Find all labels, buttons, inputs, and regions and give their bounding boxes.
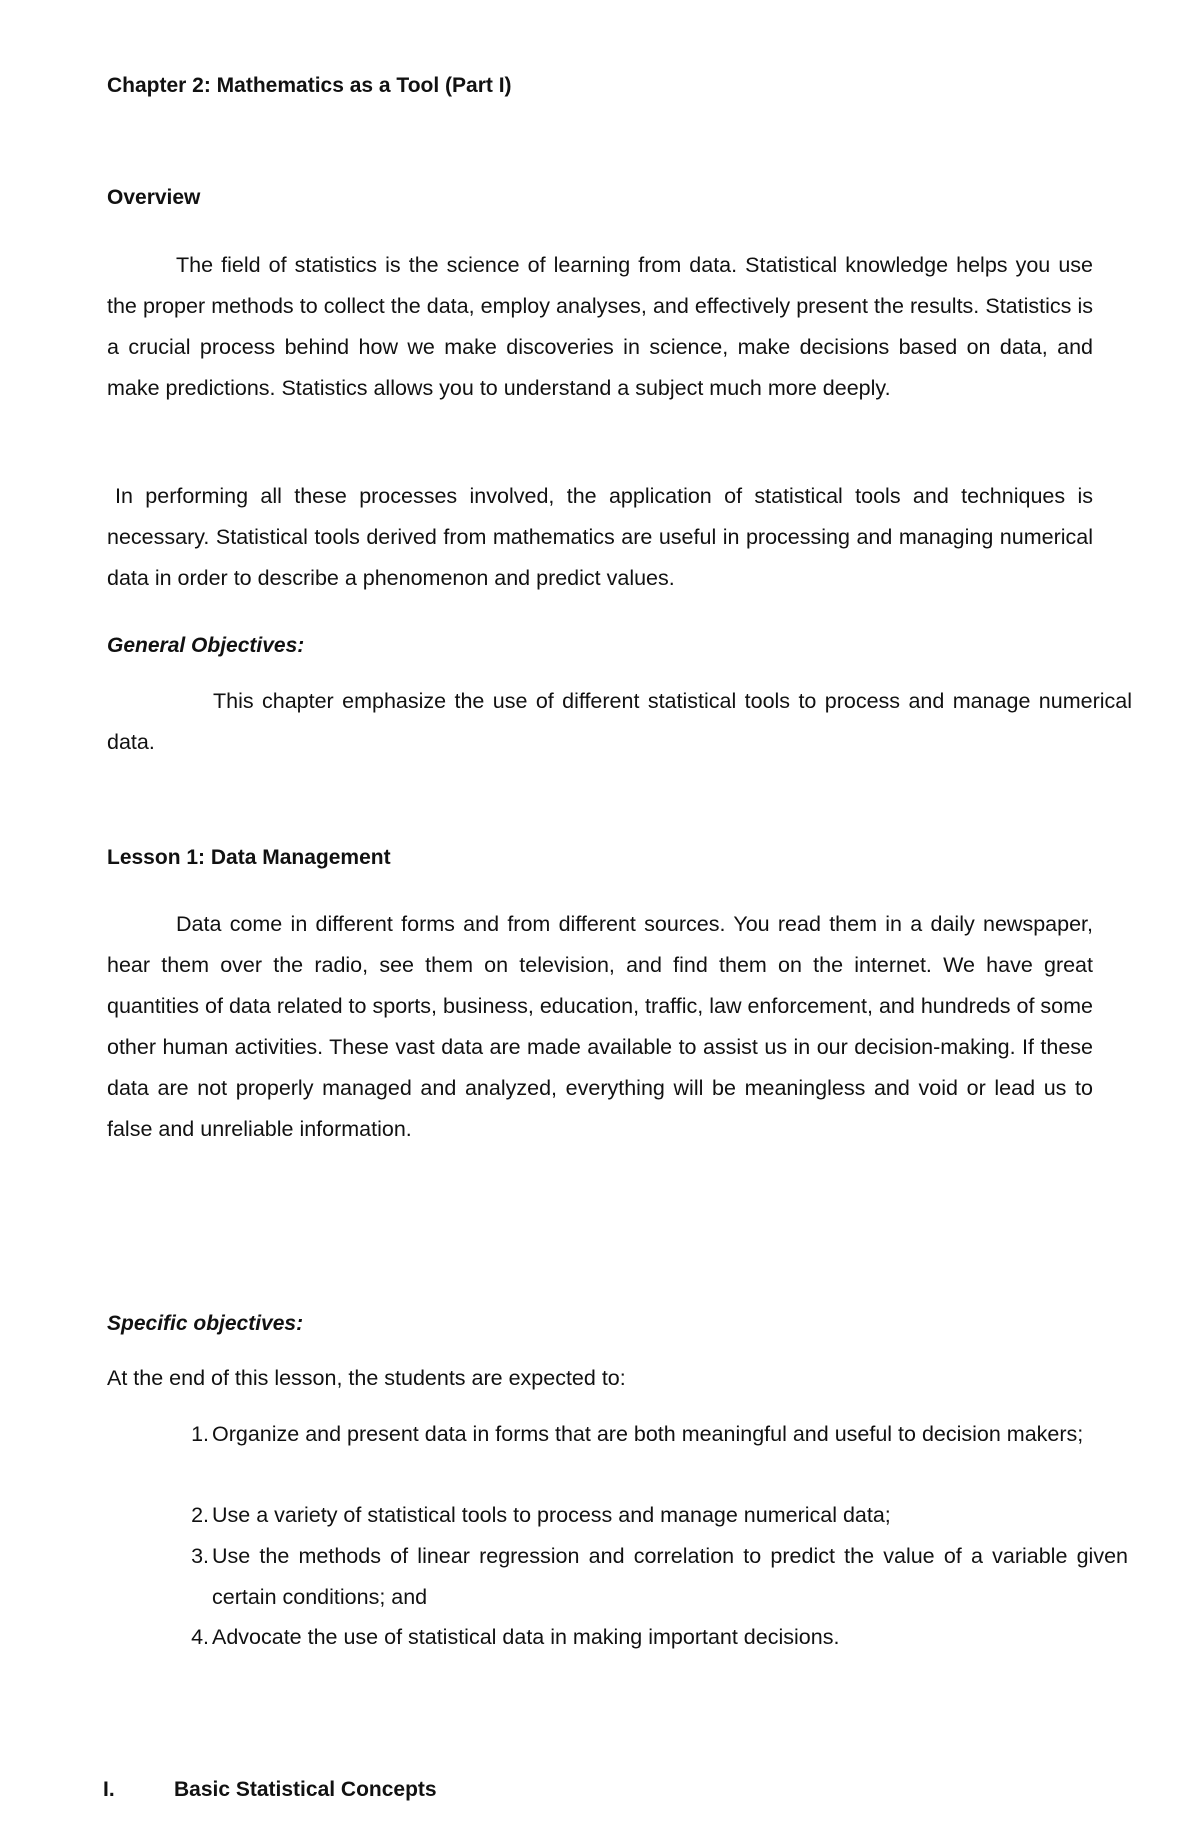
list-item-text: Advocate the use of statistical data in making important decisions. bbox=[212, 1625, 840, 1649]
overview-paragraph-1: The field of statistics is the science of learning from data. Statistical knowledge helps you use the proper methods to collect the data, employ analyses, and effectively present the results. Statistics is a crucial process behind how we make discoveries in science, make decisions based on data, and make predictions. Statistics allows you to understand a subject much more deeply. bbox=[107, 253, 1093, 400]
chapter-title: Chapter 2: Mathematics as a Tool (Part I) bbox=[107, 74, 512, 97]
specific-objectives-intro: At the end of this lesson, the students are expected to: bbox=[107, 1366, 626, 1390]
objective-list-item bbox=[175, 1617, 1135, 1658]
specific-objectives-heading: Specific objectives: bbox=[107, 1312, 304, 1335]
objective-list-item bbox=[175, 1414, 1135, 1496]
list-item-number: 1. bbox=[191, 1422, 209, 1446]
objective-list-item bbox=[175, 1495, 1135, 1536]
overview-heading: Overview bbox=[107, 186, 201, 209]
general-objectives-heading: General Objectives: bbox=[107, 634, 305, 657]
list-item-number: 2. bbox=[191, 1503, 209, 1527]
list-item-number: 4. bbox=[191, 1625, 209, 1649]
lesson-1-paragraph: Data come in different forms and from different sources. You read them in a daily newspaper, hear them over the radio, see them on television, and find them on the internet. We have great quantities of data related to sports, business, education, traffic, law enforcement, and hundreds of some other human activities. These vast data are made available to assist us in our decision-making. If these data are not properly managed and analyzed, everything will be meaningless and void or lead us to false and unreliable information. bbox=[107, 912, 1093, 1141]
list-item-number: 3. bbox=[191, 1544, 209, 1568]
general-objectives-text: This chapter emphasize the use of different statistical tools to process and manage numerical data. bbox=[107, 689, 1132, 754]
overview-paragraph-2: In performing all these processes involved, the application of statistical tools and techniques is necessary. Statistical tools derived from mathematics are useful in processing and managing numerical data in order to describe a phenomenon and predict values. bbox=[107, 484, 1093, 590]
lesson-1-heading: Lesson 1: Data Management bbox=[107, 846, 391, 869]
list-item-text: Use a variety of statistical tools to process and manage numerical data; bbox=[212, 1503, 891, 1527]
objective-list-item bbox=[175, 1536, 1135, 1618]
section-1-heading: Basic Statistical Concepts bbox=[174, 1778, 437, 1801]
section-1-numeral: I. bbox=[103, 1778, 115, 1801]
list-item-text: Use the methods of linear regression and correlation to predict the value of a variable given certain conditions; and bbox=[212, 1544, 1128, 1609]
list-item-text: Organize and present data in forms that are both meaningful and useful to decision makers; bbox=[212, 1422, 1084, 1446]
